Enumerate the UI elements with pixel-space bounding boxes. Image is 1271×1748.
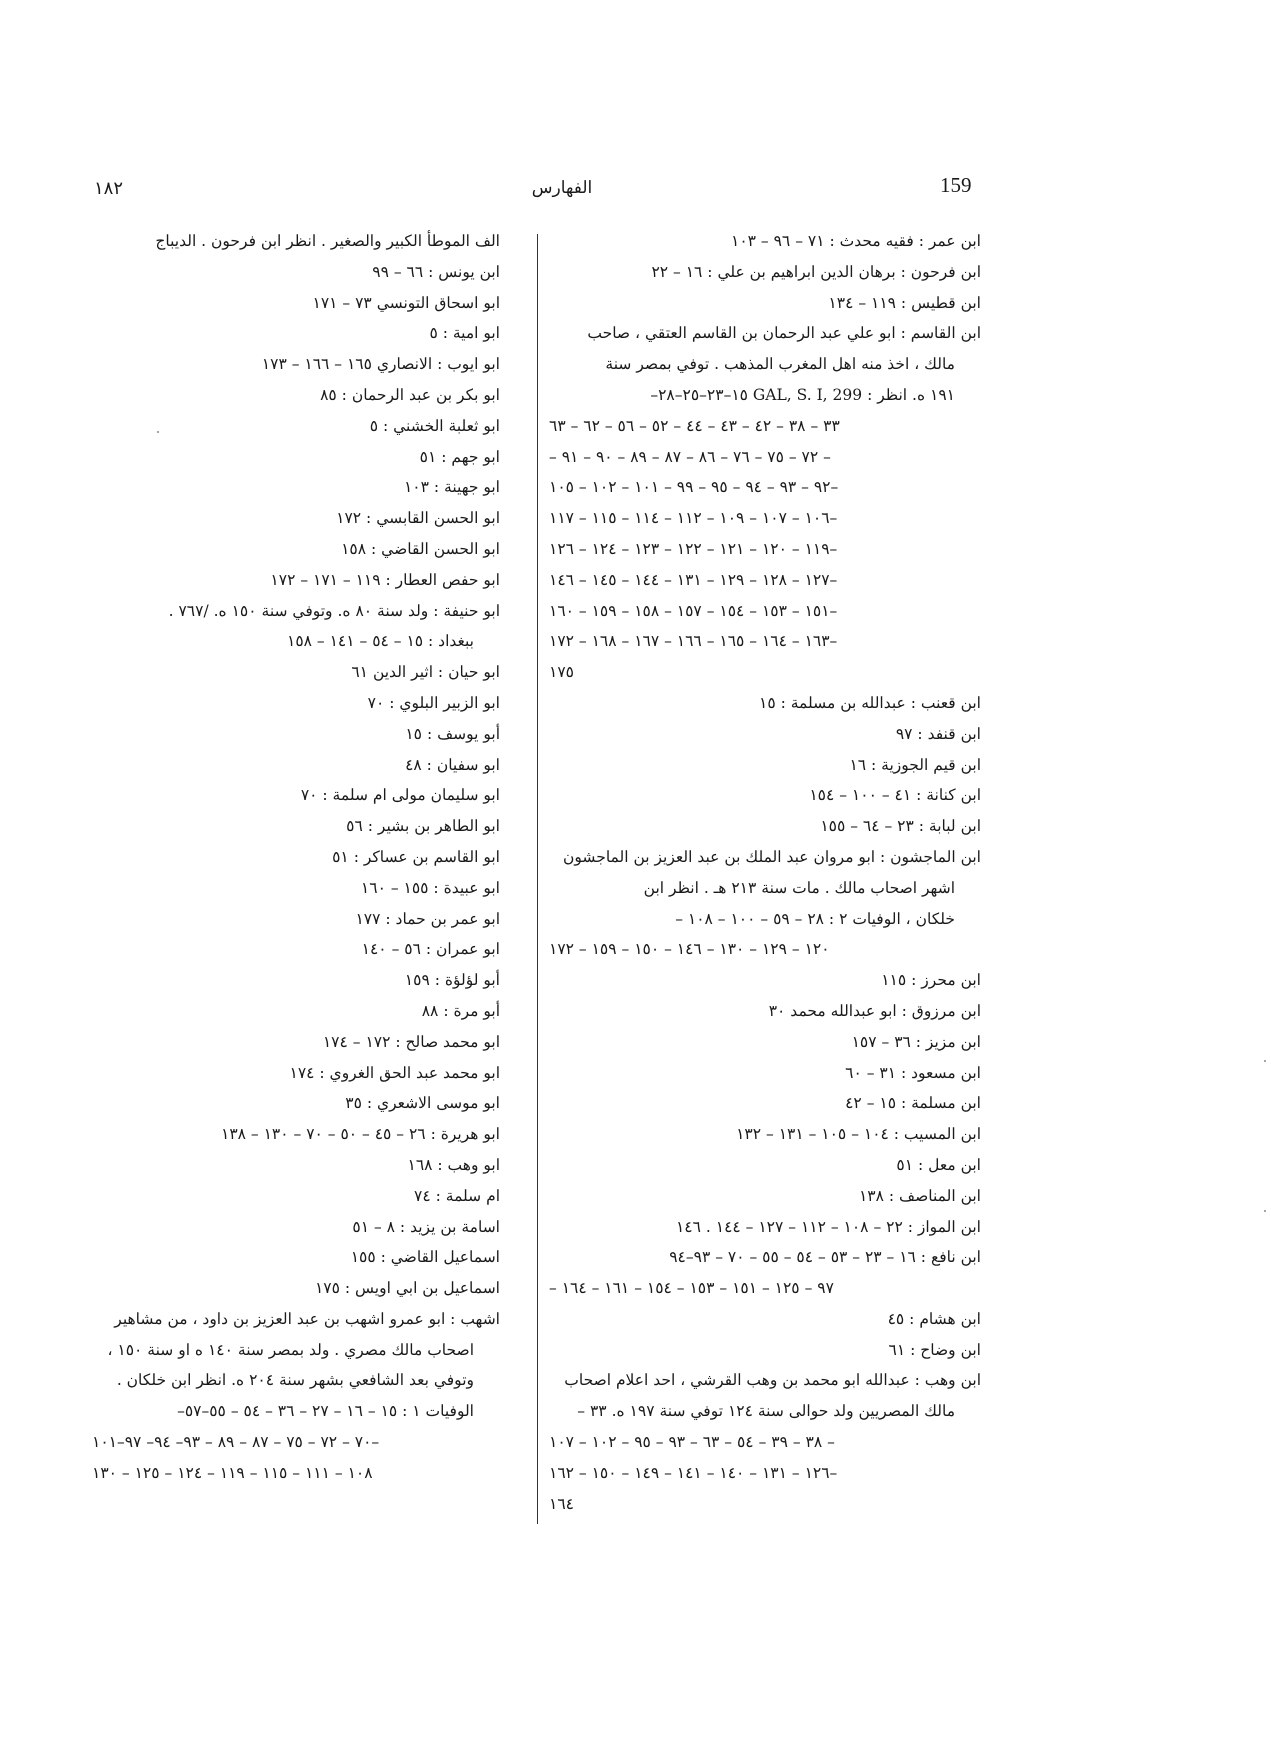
index-entry-line: اسامة بن يزيد : ٨ – ٥١ <box>352 1217 500 1236</box>
index-entry-line: ابو ثعلبة الخشني : ٥ <box>369 416 500 435</box>
scan-speck <box>1264 1210 1266 1212</box>
index-entry-line: ١٢٠ – ١٢٩ – ١٣٠ – ١٤٦ – ١٥٠ – ١٥٩ – ١٧٢ <box>549 940 830 959</box>
index-entry-line: أبو يوسف : ١٥ <box>405 724 500 743</box>
index-entry-line: ١٦٤ <box>549 1494 574 1513</box>
index-entry-line: ابن قطيس : ١١٩ – ١٣٤ <box>828 293 981 312</box>
page-number-right: 159 <box>940 173 972 197</box>
scan-speck <box>1264 1060 1266 1062</box>
index-entry-line: ابن القاسم : ابو علي عبد الرحمان بن القاسم العتقي ، صاحب <box>587 324 981 343</box>
index-entry-line: ١٢٦ – ١٣١ – ١٤٠ – ١٤١ – ١٤٩ – ١٥٠ – ١٦٢– <box>549 1463 838 1482</box>
index-entry-line: ابن مرزوق : ابو عبدالله محمد ٣٠ <box>768 1001 981 1020</box>
index-entry-line: ٧٠ – ٧٢ – ٧٥ – ٨٧ – ٨٩ – ٩٣– ٩٤– ٩٧–١٠١– <box>92 1433 380 1452</box>
index-entry-line: ابن مزيز : ٣٦ – ١٥٧ <box>851 1032 981 1051</box>
index-entry-line: ابو الحسن القاضي : ١٥٨ <box>341 539 500 558</box>
index-entry-line: ببغداد : ١٥ – ٥٤ – ١٤١ – ١٥٨ <box>287 632 474 651</box>
index-entry-line: ابو اسحاق التونسي ٧٣ – ١٧١ <box>312 293 500 312</box>
index-entry-line: ابن قيم الجوزية : ١٦ <box>849 755 981 774</box>
index-entry-line: ابو حنيفة : ولد سنة ٨٠ ه. وتوفي سنة ١٥٠ ه. /٧٦٧ . <box>168 601 500 620</box>
index-entry-line: اشهر اصحاب مالك . مات سنة ٢١٣ هـ . انظر ابن <box>643 878 955 897</box>
index-entry-line: ابو موسى الاشعري : ٣٥ <box>345 1094 500 1113</box>
index-entry-line: ابو جهم : ٥١ <box>419 447 500 466</box>
index-entry-line: ابن مسعود : ٣١ – ٦٠ <box>845 1063 981 1082</box>
index-entry-line: ابن المواز : ٢٢ – ١٠٨ – ١١٢ – ١٢٧ – ١٤٤ . ١٤٦ <box>675 1217 981 1236</box>
index-entry-line: ابن كنانة : ٤١ – ١٠٠ – ١٥٤ <box>809 786 981 805</box>
index-entry-line: الوفيات ١ : ١٥ – ١٦ – ٢٧ – ٣٦ – ٥٤ – ٥٥–٥٧– <box>177 1402 474 1421</box>
index-entry-line: ابو ايوب : الانصاري ١٦٥ – ١٦٦ – ١٧٣ <box>261 355 500 374</box>
index-entry-line: ابن معل : ٥١ <box>896 1155 981 1174</box>
index-entry-line: اسماعيل بن ابي اويس : ١٧٥ <box>314 1279 500 1298</box>
index-entry-line: ١٧٥ <box>549 663 574 682</box>
index-entry-line: ابن المناصف : ١٣٨ <box>858 1186 981 1205</box>
index-entry-line: – ٩٧ – ١٢٥ – ١٥١ – ١٥٣ – ١٥٤ – ١٦١ – ١٦٤ <box>549 1279 834 1298</box>
index-entry-line: ابو الطاهر بن بشير : ٥٦ <box>346 817 500 836</box>
index-entry-line: ابو القاسم بن عساكر : ٥١ <box>332 847 500 866</box>
index-entry-line: ابن عمر : فقيه محدث : ٧١ – ٩٦ – ١٠٣ <box>731 232 981 250</box>
index-entry-line: ابو محمد عبد الحق الغروي : ١٧٤ <box>289 1063 500 1082</box>
index-entry-line: ٩٢ – ٩٣ – ٩٤ – ٩٥ – ٩٩ – ١٠١ – ١٠٢ – ١٠٥– <box>549 478 839 497</box>
index-entry-line: ابن فرحون : برهان الدين ابراهيم بن علي : ١٦ – ٢٢ <box>651 262 981 281</box>
index-entry-line: ابو محمد صالح : ١٧٢ – ١٧٤ <box>322 1032 500 1051</box>
index-entry-line: ٣٨ – ٣٩ – ٥٤ – ٦٣ – ٩٣ – ٩٥ – ١٠٢ – ١٠٧ – <box>549 1433 835 1452</box>
index-entry-line: ١٢٧ – ١٢٨ – ١٢٩ – ١٣١ – ١٤٤ – ١٤٥ – ١٤٦– <box>549 570 838 589</box>
index-entry-line: ابو الحسن القابسي : ١٧٢ <box>336 509 500 528</box>
index-entry-line: اشهب : ابو عمرو اشهب بن عبد العزيز بن داود ، من مشاهير <box>114 1309 500 1328</box>
index-entry-line: ابن مسلمة : ١٥ – ٤٢ <box>845 1094 981 1113</box>
index-entry-line: ابو هريرة : ٢٦ – ٤٥ – ٥٠ – ٧٠ – ١٣٠ – ١٣٨ <box>221 1125 500 1144</box>
index-entry-line: ابو حيان : اثير الدين ٦١ <box>351 663 500 682</box>
index-entry-line: مالك ، اخذ منه اهل المغرب المذهب . توفي بمصر سنة <box>605 355 955 374</box>
index-entry-line: ابو سليمان مولى ام سلمة : ٧٠ <box>300 786 500 805</box>
index-entry-line: خلكان ، الوفيات ٢ : ٢٨ – ٥٩ – ١٠٠ – ١٠٨ – <box>675 909 955 928</box>
index-entry-line: ابن الماجشون : ابو مروان عبد الملك بن عبد العزيز بن الماجشون <box>563 847 981 866</box>
index-entry-line: ابو الزبير البلوي : ٧٠ <box>367 693 500 712</box>
index-entry-line: ابو عبيدة : ١٥٥ – ١٦٠ <box>360 878 500 897</box>
index-entry-line: ابن قنفد : ٩٧ <box>895 724 981 743</box>
index-entry-line: ابن محرز : ١١٥ <box>881 971 981 990</box>
index-entry-line: اصحاب مالك مصري . ولد بمصر سنة ١٤٠ ه او سنة ١٥٠ ، <box>107 1340 474 1359</box>
index-entry-line: ١٥١ – ١٥٣ – ١٥٤ – ١٥٧ – ١٥٨ – ١٥٩ – ١٦٠– <box>549 601 838 620</box>
index-entry-line: ابو وهب : ١٦٨ <box>407 1155 500 1174</box>
index-entry-line: ابو حفص العطار : ١١٩ – ١٧١ – ١٧٢ <box>270 570 500 589</box>
index-entry-line: أبو مرة : ٨٨ <box>421 1001 500 1020</box>
index-entry-line: ١٩١ ه. انظر : GAL, S. I, 299 ١٥–٢٣–٢٥–٢٨– <box>650 385 955 404</box>
index-entry-line: ابو سفيان : ٤٨ <box>405 755 500 774</box>
index-entry-line: ام سلمة : ٧٤ <box>414 1186 500 1205</box>
index-entry-line: – ٧٢ – ٧٥ – ٧٦ – ٨٦ – ٨٧ – ٨٩ – ٩٠ – ٩١ – <box>549 447 831 466</box>
index-entry-line: ابن وهب : عبدالله ابو محمد بن وهب القرشي ، احد اعلام اصحاب <box>564 1371 981 1390</box>
index-entry-line: ابو عمر بن حماد : ١٧٧ <box>355 909 500 928</box>
index-entry-line: أبو لؤلؤة : ١٥٩ <box>404 971 500 990</box>
index-entry-line: ١٠٦ – ١٠٧ – ١٠٩ – ١١٢ – ١١٤ – ١١٥ – ١١٧– <box>549 509 838 528</box>
index-entry-line: ابو جهينة : ١٠٣ <box>403 478 500 497</box>
index-entry-line: مالك المصريين ولد حوالى سنة ١٢٤ توفي سنة ١٩٧ ه. ٣٣ – <box>577 1402 955 1421</box>
page-number-left: ١٨٢ <box>94 178 124 199</box>
index-entry-line: ابن قعنب : عبدالله بن مسلمة : ١٥ <box>759 693 981 712</box>
index-entry-line: الف الموطأ الكبير والصغير . انظر ابن فرحون . الديباج <box>155 232 500 250</box>
index-entry-line: ١١٩ – ١٢٠ – ١٢١ – ١٢٢ – ١٢٣ – ١٢٤ – ١٢٦– <box>549 539 838 558</box>
index-entry-line: اسماعيل القاضي : ١٥٥ <box>350 1248 500 1267</box>
index-entry-line: ابو بكر بن عبد الرحمان : ٨٥ <box>320 385 500 404</box>
index-column-left <box>92 226 500 1489</box>
index-entry-line: ١٦٣ – ١٦٤ – ١٦٥ – ١٦٦ – ١٦٧ – ١٦٨ – ١٧٢– <box>549 632 838 651</box>
index-entry-line: وتوفي بعد الشافعي بشهر سنة ٢٠٤ ه. انظر ابن خلكان . <box>116 1371 474 1390</box>
running-title: الفهارس <box>531 178 593 198</box>
index-entry-line: ابو امية : ٥ <box>429 324 500 343</box>
index-entry-line: ابو عمران : ٥٦ – ١٤٠ <box>361 940 500 959</box>
index-entry-line: ابن المسيب : ١٠٤ – ١٠٥ – ١٣١ – ١٣٢ <box>736 1125 981 1144</box>
column-divider <box>537 234 538 1524</box>
scan-speck <box>157 431 159 433</box>
index-entry-line: ١٠٨ – ١١١ – ١١٥ – ١١٩ – ١٢٤ – ١٢٥ – ١٣٠ <box>92 1463 373 1482</box>
index-entry-line: ابن لبابة : ٢٣ – ٦٤ – ١٥٥ <box>820 817 981 836</box>
index-entry-line: ٣٣ – ٣٨ – ٤٢ – ٤٣ – ٤٤ – ٥٢ – ٥٦ – ٦٢ – ٦٣ <box>549 416 840 435</box>
index-entry-line: ابن وضاح : ٦١ <box>888 1340 981 1359</box>
index-entry-line: ابن يونس : ٦٦ – ٩٩ <box>372 262 500 281</box>
index-entry-line: ابن نافع : ١٦ – ٢٣ – ٥٣ – ٥٤ – ٥٥ – ٧٠ – ٩٣–٩٤ <box>669 1248 981 1267</box>
index-entry-line: ابن هشام : ٤٥ <box>887 1309 981 1328</box>
index-column-right <box>549 226 981 1519</box>
